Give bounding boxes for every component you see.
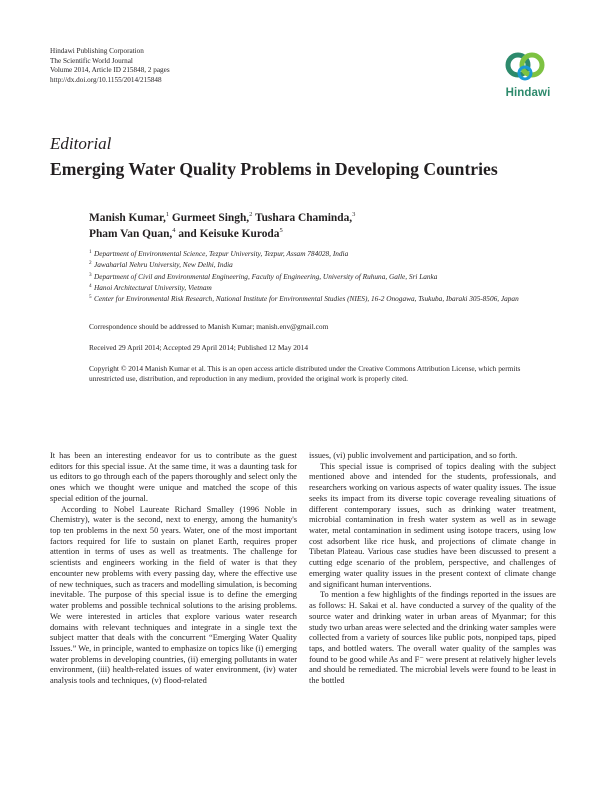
affiliation-text: Department of Environmental Science, Tezpur University, Tezpur, Assam 784028, India bbox=[94, 249, 349, 258]
author-affil-ref: 1 bbox=[165, 211, 170, 218]
affiliation-text: Jawaharlal Nehru University, New Delhi, India bbox=[94, 260, 233, 270]
author-name: Gurmeet Singh, bbox=[171, 212, 250, 224]
hindawi-logo-text: Hindawi bbox=[505, 87, 551, 99]
affiliation-item bbox=[89, 283, 559, 293]
publisher: Hindawi Publishing Corporation bbox=[50, 47, 144, 55]
affiliation-number: 1 bbox=[89, 249, 92, 255]
affiliation-text: Department of Civil and Environmental Engineering, Faculty of Engineering, University of Ruhuna, Galle, Sri Lanka bbox=[94, 271, 438, 281]
author-affil-ref: 4 bbox=[172, 226, 176, 234]
author-name: Manish Kumar, bbox=[89, 212, 166, 224]
affiliation-number: 5 bbox=[89, 294, 92, 301]
body-paragraph: According to Nobel Laureate Richard Smalley (1996 Noble in Chemistry), water is the second, next to energy, among the humanity's top ten problems in the next 50 years. Water, one of the most important factors required for life to sustain on planet Earth, requires proper attention in terms of uses as well as treatments. The challenge for scientists and engineers working in the field of water is that they encounter new problems with every passing day, where the effective use of new techniques, such as tracers and modelling simulation, is becoming inevitable. The purpose of this special issue is to define the emerging water problems and possible technical solutions to the arising problems. We were interested in articles that explore various water research domains with relevant techniques and integrate in a single text the subject matter that deals with the concurrent “Emerging Water Quality Issues.” We, in principle, wanted to emphasize on topics like (i) emerging water problems in developing countries, (ii) emerging pollutants in water environment, (iii) health-related issues of water environment, (iv) water analysis tools and techniques, (v) flood-related bbox=[50, 504, 297, 686]
body-paragraph: issues, (vi) public involvement and participation, and so forth. bbox=[309, 451, 518, 460]
section-label: Editorial bbox=[50, 134, 112, 153]
author-name: and Keisuke Kuroda bbox=[178, 227, 280, 240]
copyright-notice: Copyright © 2014 Manish Kumar et al. This is an open access article distributed under the Creative Commons Attribution License, which permits unrestricted use, distribution, and reproduction in any medium, provided the original work is properly cited. bbox=[89, 364, 521, 384]
author-list bbox=[89, 211, 559, 242]
affiliation-text: Hanoi Architectural University, Vietnam bbox=[94, 282, 212, 292]
body-paragraph: This special issue is comprised of topics dealing with the subject mentioned above and intended for the students, professionals, and researchers working on various aspects of water quality issues. The issue seeks its impact from its diverse topic coverage revealing situations of different contemporary issues, such as drinking water treatment, microbial contamination in fresh water system as well as in sewage water, metal contamination in sediment using isotope tracers, using low cost adsorbent like rice husk, and projections of climate change in Tibetan Plateau. Various case studies have been discussed to present a cutting edge scenario of the problem, perspective, and challenges of emerging water quality issues in the present context of climate change and significant human interventions. bbox=[309, 461, 556, 589]
body-column-right bbox=[309, 451, 556, 687]
author-affil-ref: 3 bbox=[352, 211, 356, 218]
affiliation-number: 2 bbox=[89, 260, 92, 267]
affiliation-item bbox=[89, 249, 559, 259]
volume-info: Volume 2014, Article ID 215848, 2 pages bbox=[50, 66, 170, 75]
author-line-1 bbox=[89, 211, 559, 227]
journal-header bbox=[50, 47, 350, 85]
author-name: Tushara Chaminda, bbox=[255, 212, 353, 224]
affiliation-item bbox=[89, 294, 559, 304]
doi-link[interactable]: http://dx.doi.org/10.1155/2014/215848 bbox=[50, 75, 162, 84]
affiliation-item bbox=[89, 272, 559, 282]
affiliation-number: 3 bbox=[89, 271, 92, 278]
affiliation-text: Center for Environmental Risk Research, National Institute for Environmental Studies (NIES), 16-2 Onogawa, Tsukuba, Ibaraki 305-8506, Japan bbox=[94, 294, 519, 304]
affiliation-number: 4 bbox=[89, 282, 92, 289]
affiliation-item bbox=[89, 260, 559, 270]
publication-dates: Received 29 April 2014; Accepted 29 April 2014; Published 12 May 2014 bbox=[89, 343, 309, 352]
body-column-left bbox=[50, 451, 297, 687]
body-paragraph: To mention a few highlights of the findings reported in the issues are as follows: H. Sakai et al. have conducted a survey of the quality of the source water and drinking water in urban areas of Myanmar; for this study two urban areas were selected and the drinking water samples were collected from a variety of sources like public pots, nonpiped taps, piped taps, and bottled waters. The overall water quality of the samples was found to be good while As and F⁻ were present at relatively higher levels and should be remediated. The microbial levels were found to be least in the bottled bbox=[309, 590, 556, 686]
journal-name: The Scientific World Journal bbox=[50, 56, 133, 65]
body-paragraph: It has been an interesting endeavor for us to contribute as the guest editors for this special issue. At the same time, it was a daunting task for us editors to go through each of the papers thoroughly and select only the ones which we thought were unique and matched the scope of this special edition of the journal. bbox=[50, 451, 297, 503]
author-affil-ref: 5 bbox=[279, 226, 283, 234]
paper-title: Emerging Water Quality Problems in Developing Countries bbox=[50, 159, 498, 179]
author-line-2 bbox=[89, 227, 559, 243]
affiliation-list bbox=[89, 249, 559, 305]
author-name: Pham Van Quan, bbox=[89, 227, 173, 240]
author-affil-ref: 2 bbox=[249, 211, 253, 218]
correspondence-note: Correspondence should be addressed to Manish Kumar; manish.env@gmail.com bbox=[89, 322, 329, 331]
